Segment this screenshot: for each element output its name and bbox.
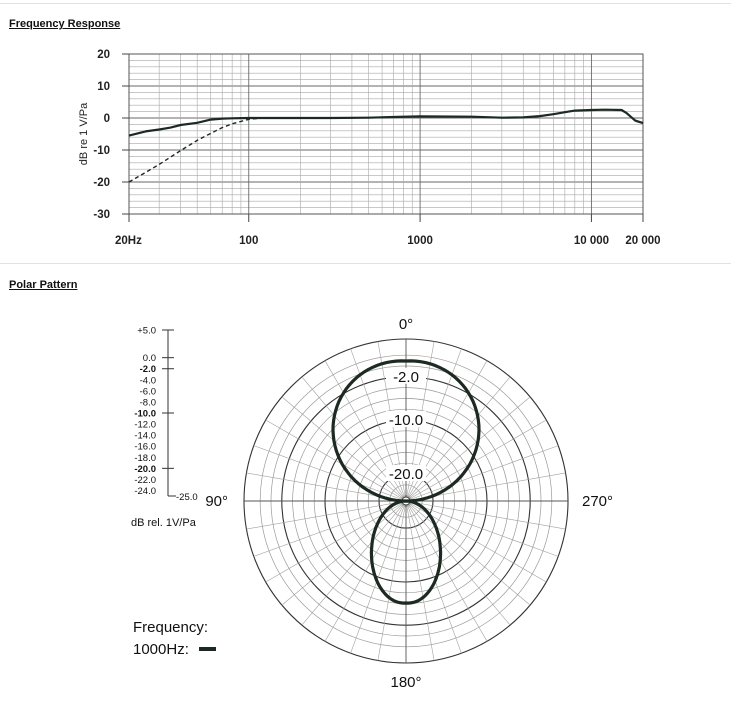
y-tick-label: -30 bbox=[93, 209, 110, 221]
ring-label: -20.0 bbox=[388, 466, 424, 483]
scale-unit: dB rel. 1V/Pa bbox=[131, 517, 196, 529]
polar-radial bbox=[406, 501, 530, 605]
db-scale bbox=[131, 326, 198, 530]
x-tick-label: 1000 bbox=[407, 235, 433, 247]
response-line bbox=[129, 110, 643, 136]
scale-label: -12.0 bbox=[134, 419, 156, 431]
x-tick-label: 100 bbox=[239, 235, 259, 247]
y-tick-label: 20 bbox=[97, 49, 110, 61]
polar-pattern-chart bbox=[0, 300, 736, 700]
polar-pattern-title: Polar Pattern bbox=[9, 279, 78, 291]
scale-label: -16.0 bbox=[134, 441, 156, 453]
polar-legend bbox=[133, 619, 216, 658]
angle-label: 180° bbox=[390, 674, 422, 691]
legend-swatch bbox=[199, 647, 216, 651]
scale-label: +5.0 bbox=[137, 325, 156, 337]
scale-label: -25.0 bbox=[176, 492, 198, 503]
angle-label: 90° bbox=[205, 493, 228, 510]
polar-radial bbox=[406, 446, 558, 501]
polar-radial bbox=[282, 501, 406, 605]
legend-title: Frequency: bbox=[133, 619, 209, 636]
polar-radial bbox=[254, 501, 406, 556]
frequency-grid bbox=[129, 54, 643, 214]
scale-label: -14.0 bbox=[134, 430, 156, 442]
y-axis-label: dB re 1 V/Pa bbox=[78, 102, 90, 166]
legend-item: 1000Hz: bbox=[133, 641, 189, 658]
scale-label: -10.0 bbox=[134, 408, 156, 420]
scale-label: -8.0 bbox=[139, 397, 156, 409]
y-tick-label: 0 bbox=[103, 113, 110, 125]
x-tick-label: 20Hz bbox=[115, 235, 142, 247]
ring-label: -2.0 bbox=[393, 368, 419, 386]
x-tick-label: 20 000 bbox=[625, 235, 661, 247]
top-divider bbox=[0, 3, 731, 4]
scale-label: -24.0 bbox=[134, 485, 156, 497]
x-tick-label: 10 000 bbox=[573, 235, 610, 247]
scale-label: 0.0 bbox=[142, 353, 156, 365]
angle-label: 0° bbox=[398, 316, 414, 333]
frequency-response-chart bbox=[0, 40, 736, 252]
scale-label: -2.0 bbox=[139, 364, 156, 376]
scale-label: -18.0 bbox=[134, 452, 156, 464]
frequency-response-title: Frequency Response bbox=[9, 18, 121, 30]
polar-radial bbox=[254, 446, 406, 501]
frequency-labels bbox=[78, 49, 661, 247]
polar-radial bbox=[302, 501, 406, 625]
plot-frame bbox=[129, 54, 643, 214]
frequency-series bbox=[129, 110, 643, 182]
mid-divider bbox=[0, 263, 731, 264]
scale-label: -4.0 bbox=[139, 375, 156, 387]
angle-label: 270° bbox=[582, 493, 614, 510]
scale-label: -22.0 bbox=[134, 474, 156, 486]
scale-label: -6.0 bbox=[139, 386, 156, 398]
y-tick-label: 10 bbox=[97, 81, 110, 93]
ring-label: -10.0 bbox=[388, 412, 424, 429]
polar-radial bbox=[406, 501, 510, 625]
y-tick-label: -10 bbox=[93, 145, 110, 157]
y-tick-label: -20 bbox=[93, 177, 110, 189]
scale-label: -20.0 bbox=[134, 463, 156, 475]
polar-radial bbox=[406, 501, 558, 556]
